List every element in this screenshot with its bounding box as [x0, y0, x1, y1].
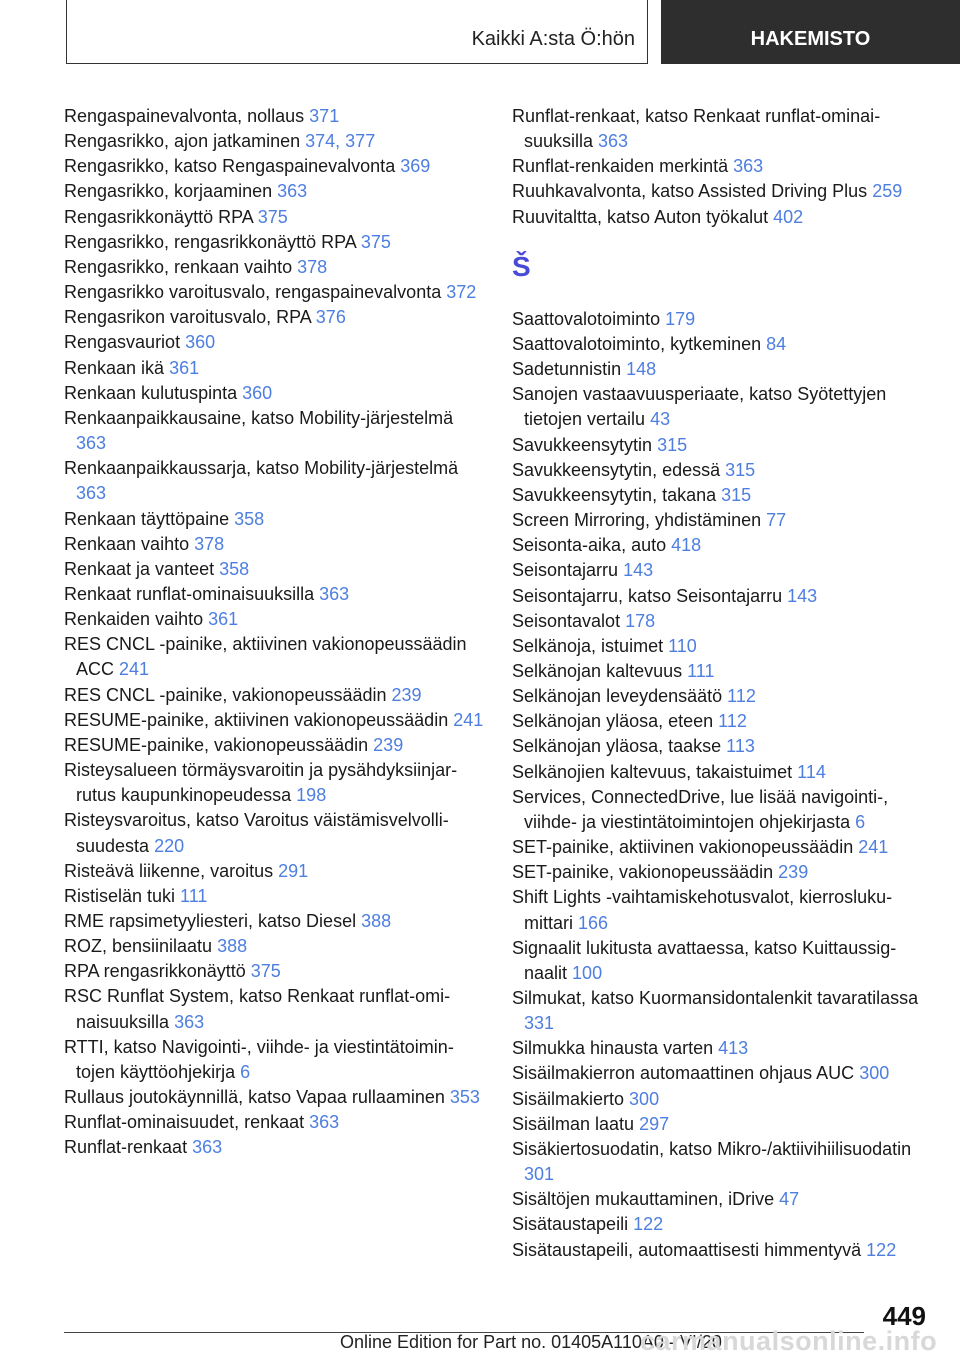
- entry-text: Selkänoja, istuimet: [512, 635, 669, 656]
- page-link[interactable]: 353: [449, 1087, 480, 1108]
- index-entry: [64, 1135, 484, 1160]
- page-link[interactable]: 143: [623, 560, 654, 581]
- entry-text: Rengasvauriot: [64, 332, 186, 353]
- page-link[interactable]: 388: [217, 936, 248, 957]
- page-link[interactable]: 112: [727, 686, 756, 707]
- index-entry: [64, 280, 484, 305]
- index-entry: [512, 1036, 932, 1061]
- index-entry: [512, 205, 932, 230]
- index-entry: [64, 456, 484, 506]
- index-entry: [512, 154, 932, 179]
- page-link[interactable]: 239: [778, 862, 809, 883]
- page-link[interactable]: 413: [718, 1038, 749, 1059]
- index-entry: [512, 936, 932, 986]
- index-entry: [64, 758, 484, 808]
- page-link[interactable]: 402: [773, 206, 804, 227]
- section-letter: Š: [512, 250, 531, 282]
- entry-text: SET-painike, vakionopeussäädin: [512, 862, 779, 883]
- index-entry: [512, 357, 932, 382]
- entry-text: Ruuhkavalvonta, katso Assisted Driving Plus: [512, 181, 873, 202]
- page-link[interactable]: 114: [797, 761, 826, 782]
- index-entry: [64, 205, 484, 230]
- index-entry: [512, 860, 932, 885]
- index-entry: [64, 356, 484, 381]
- page-link[interactable]: 363: [192, 1137, 223, 1158]
- page-link[interactable]: 6: [240, 1061, 251, 1082]
- index-entry: [512, 1238, 932, 1263]
- page-link[interactable]: 301: [524, 1164, 555, 1185]
- entry-text: Seisonta-aika, auto: [512, 535, 672, 556]
- page-link[interactable]: 112: [718, 711, 747, 732]
- entry-text: Rengasrikkonäyttö RPA: [64, 206, 258, 227]
- page-link[interactable]: 331: [524, 1013, 555, 1034]
- index-entry: [512, 785, 932, 835]
- page-link[interactable]: 315: [725, 459, 756, 480]
- page-link[interactable]: 77: [766, 510, 787, 531]
- entry-text: Renkaan kulutuspinta: [64, 382, 243, 403]
- entry-text: Silmukka hinausta varten: [512, 1038, 719, 1059]
- entry-text: ROZ, bensiinilaatu: [64, 936, 218, 957]
- page-link[interactable]: 375: [250, 961, 281, 982]
- entry-text: Sisäilmakierto: [512, 1088, 630, 1109]
- page-link[interactable]: 363: [319, 583, 350, 604]
- page-link[interactable]: 378: [297, 256, 328, 277]
- index-entry: [64, 532, 484, 557]
- entry-text: Risteävä liikenne, varoitus: [64, 860, 279, 881]
- page-link[interactable]: 122: [866, 1239, 897, 1260]
- index-entry: [64, 959, 484, 984]
- index-entry: [64, 330, 484, 355]
- entry-text: Renkaan täyttöpaine: [64, 508, 235, 529]
- entry-text: Savukkeensytytin, takana: [512, 484, 722, 505]
- entry-text: Screen Mirroring, yhdistäminen: [512, 510, 767, 531]
- entry-text: Rengasrikko, rengasrikkonäyttö RPA: [64, 231, 361, 252]
- index-entry: [512, 1137, 932, 1187]
- entry-text: RSC Runflat System, katso Renkaat runflat-ominaisuuksilla: [64, 986, 451, 1032]
- entry-text: Runflat-ominaisuudet, renkaat: [64, 1112, 310, 1133]
- section-title: Kaikki A:sta Ö:hön: [471, 28, 635, 50]
- index-entry: [64, 255, 484, 280]
- page-link[interactable]: 122: [633, 1214, 664, 1235]
- page-link[interactable]: 361: [169, 357, 200, 378]
- index-column-left: [64, 104, 484, 1161]
- entry-text: Risteysalueen törmäysvaroitin ja pysähdyksiinjarrutus kaupunkinopeudessa: [64, 760, 458, 806]
- page-link[interactable]: 148: [626, 359, 657, 380]
- entry-text: Rengasrikko, katso Rengaspainevalvonta: [64, 156, 401, 177]
- index-entry: [512, 584, 932, 609]
- entry-text: Rengasrikon varoitusvalo, RPA: [64, 307, 316, 328]
- index-entry: [512, 734, 932, 759]
- page-link[interactable]: 361: [208, 609, 239, 630]
- entry-text: Saattovalotoiminto: [512, 308, 666, 329]
- page-link[interactable]: 110: [668, 635, 697, 656]
- entry-text: Renkaiden vaihto: [64, 609, 209, 630]
- entry-text: Seisontajarru, katso Seisontajarru: [512, 585, 788, 606]
- entry-text: Rullaus joutokäynnillä, katso Vapaa rullaaminen: [64, 1087, 450, 1108]
- index-entry: [512, 558, 932, 583]
- index-entry: [512, 533, 932, 558]
- entry-text: Rengasrikko, renkaan vaihto: [64, 256, 298, 277]
- entry-text: RTTI, katso Navigointi-, viihde- ja viestintätoimintojen käyttöohjekirja: [64, 1036, 454, 1082]
- index-entry: [512, 986, 932, 1036]
- page-link[interactable]: 388: [361, 911, 392, 931]
- page-link[interactable]: 47: [779, 1189, 800, 1210]
- page-link[interactable]: 239: [373, 734, 404, 755]
- page-link[interactable]: 220: [154, 835, 185, 856]
- entry-text: Renkaanpaikkaussarja, katso Mobility-järjestelmä: [64, 458, 459, 479]
- page-link[interactable]: 241: [453, 709, 484, 730]
- index-entry: [64, 607, 484, 632]
- page-link[interactable]: 297: [639, 1113, 670, 1134]
- index-entry: [64, 381, 484, 406]
- page-link[interactable]: 363: [76, 433, 107, 454]
- entry-text: RME rapsimetyyliesteri, katso Diesel: [64, 911, 362, 931]
- index-entry: [64, 1085, 484, 1110]
- page-link[interactable]: 241: [858, 837, 889, 858]
- entry-text: Renkaat ja vanteet: [64, 558, 220, 579]
- index-entry: [512, 609, 932, 634]
- page-link[interactable]: 43: [650, 409, 671, 430]
- page-link[interactable]: 259: [872, 181, 903, 202]
- index-entry: [512, 508, 932, 533]
- index-entry: [64, 632, 484, 682]
- index-entry: [64, 1110, 484, 1135]
- entry-text: Selkänojien kaltevuus, takaistuimet: [512, 761, 798, 782]
- entry-text: Sisäilman laatu: [512, 1113, 640, 1134]
- page-link[interactable]: 239: [391, 684, 422, 705]
- page-link[interactable]: 376: [315, 307, 346, 328]
- page-link[interactable]: 378: [194, 533, 225, 554]
- entry-text: Rengasrikko, ajon jatkaminen: [64, 131, 306, 152]
- page-link[interactable]: 166: [578, 912, 609, 933]
- index-entry: [64, 230, 484, 255]
- entry-text: Saattovalotoiminto, kytkeminen: [512, 333, 767, 354]
- index-entry: [64, 154, 484, 179]
- page-link[interactable]: 315: [657, 434, 688, 455]
- page-link[interactable]: 372: [446, 282, 477, 303]
- index-entry: [64, 557, 484, 582]
- entry-text: Shift Lights -vaihtamiskehotusvalot, kierroslukumittari: [512, 887, 893, 933]
- index-entry: [64, 909, 484, 934]
- entry-text: Rengasrikko, korjaaminen: [64, 181, 278, 202]
- index-tab[interactable]: HAKEMISTO: [661, 0, 960, 64]
- entry-text: Rengasrikko varoitusvalo, rengaspainevalvonta: [64, 282, 447, 303]
- entry-text: Sisäilmakierron automaattinen ohjaus AUC: [512, 1063, 860, 1084]
- page-link[interactable]: 300: [859, 1063, 890, 1084]
- entry-text: Seisontavalot: [512, 610, 626, 631]
- entry-text: RESUME-painike, vakionopeussäädin: [64, 734, 374, 755]
- entry-text: Sisältöjen mukauttaminen, iDrive: [512, 1189, 780, 1210]
- page-link[interactable]: 358: [219, 558, 250, 579]
- index-entry: [64, 305, 484, 330]
- index-entry: [512, 659, 932, 684]
- page-link[interactable]: 358: [234, 508, 265, 529]
- entry-text: RESUME-painike, aktiivinen vakionopeussäädin: [64, 709, 454, 730]
- index-entry: [64, 1035, 484, 1085]
- entry-text: Runflat-renkaiden merkintä: [512, 156, 734, 177]
- page-link[interactable]: 363: [598, 131, 629, 152]
- index-entry: [512, 458, 932, 483]
- page-link[interactable]: 100: [572, 962, 603, 983]
- entry-text: Sanojen vastaavuusperiaate, katso Syötettyjen tietojen vertailu: [512, 384, 887, 430]
- page-link[interactable]: 198: [296, 785, 327, 806]
- page-link[interactable]: 179: [665, 308, 696, 329]
- page-link[interactable]: 111: [687, 660, 715, 681]
- entry-text: RPA rengasrikkonäyttö: [64, 961, 251, 982]
- index-entry: [512, 332, 932, 357]
- index-entry: [64, 708, 484, 733]
- entry-text: Selkänojan yläosa, taakse: [512, 736, 727, 757]
- index-entry: [512, 709, 932, 734]
- page-link[interactable]: 6: [855, 811, 866, 832]
- entry-text: RES CNCL -painike, aktiivinen vakionopeussäädin ACC: [64, 634, 467, 680]
- page-link[interactable]: 369: [400, 156, 431, 177]
- entry-text: Renkaanpaikkausaine, katso Mobility-järjestelmä: [64, 407, 454, 428]
- entry-text: Silmukat, katso Kuormansidontalenkit tavaratilassa: [512, 988, 919, 1008]
- entry-text: Runflat-renkaat: [64, 1137, 193, 1158]
- page-link[interactable]: 300: [629, 1088, 660, 1109]
- page-link[interactable]: 375: [360, 231, 391, 252]
- index-entry: [512, 634, 932, 659]
- index-entry: [512, 307, 932, 332]
- entry-text: Renkaat runflat-ominaisuuksilla: [64, 583, 320, 604]
- page-link[interactable]: 360: [242, 382, 273, 403]
- page-link[interactable]: 360: [185, 332, 216, 353]
- page-link[interactable]: 84: [766, 333, 787, 354]
- page-number: 449: [882, 1301, 926, 1331]
- page-link[interactable]: 291: [278, 860, 309, 881]
- entry-text: Selkänojan yläosa, eteen: [512, 711, 719, 732]
- page-link[interactable]: 371: [309, 106, 340, 126]
- entry-text: Renkaan vaihto: [64, 533, 195, 554]
- index-entry: [512, 104, 932, 154]
- index-entry: [512, 1087, 932, 1112]
- index-entry: [64, 733, 484, 758]
- index-entry: [512, 760, 932, 785]
- index-entry: [64, 507, 484, 532]
- index-entry: [512, 1212, 932, 1237]
- entry-text: Signaalit lukitusta avattaessa, katso Kuittaussignaalit: [512, 937, 897, 983]
- entry-text: Ristiselän tuki: [64, 885, 181, 906]
- index-column-right: [512, 104, 932, 1263]
- index-entry: [64, 406, 484, 456]
- page-link[interactable]: 418: [671, 535, 702, 556]
- entry-text: Risteysvaroitus, katso Varoitus väistämisvelvollisuudesta: [64, 810, 449, 856]
- entry-text: Selkänojan kaltevuus: [512, 660, 688, 681]
- entry-text: Seisontajarru: [512, 560, 624, 581]
- index-entry: [64, 808, 484, 858]
- index-entry: [512, 1061, 932, 1086]
- entry-text: Rengaspainevalvonta, nollaus: [64, 106, 310, 126]
- index-entry: [64, 934, 484, 959]
- entry-text: Selkänojan leveydensäätö: [512, 686, 728, 707]
- page-link[interactable]: 143: [787, 585, 818, 606]
- watermark: carmanualsonline.info: [640, 1326, 938, 1356]
- index-entry: [64, 683, 484, 708]
- page-link[interactable]: 363: [174, 1011, 205, 1032]
- page-link[interactable]: 363: [733, 156, 764, 177]
- index-entry: [64, 984, 484, 1034]
- index-entry: [64, 582, 484, 607]
- index-entry: [512, 179, 932, 204]
- entry-text: Runflat-renkaat, katso Renkaat runflat-ominaisuuksilla: [512, 106, 881, 152]
- index-entry: [64, 179, 484, 204]
- index-entry: [512, 483, 932, 508]
- page-link[interactable]: 363: [309, 1112, 340, 1133]
- entry-text: Savukkeensytytin: [512, 434, 658, 455]
- page-link[interactable]: 363: [277, 181, 308, 202]
- index-entry: [512, 684, 932, 709]
- entry-text: Sisätaustapeili: [512, 1214, 634, 1235]
- index-entry: [512, 885, 932, 935]
- entry-text: Sadetunnistin: [512, 359, 627, 380]
- entry-text: Ruuvitaltta, katso Auton työkalut: [512, 206, 774, 227]
- page-link[interactable]: 375: [257, 206, 288, 227]
- page-link[interactable]: 113: [726, 736, 755, 757]
- index-entry: [512, 433, 932, 458]
- page-link[interactable]: 363: [76, 483, 107, 504]
- entry-text: Services, ConnectedDrive, lue lisää navigointi-, viihde- ja viestintätoimintojen ohjekirjasta: [512, 786, 889, 832]
- page-link[interactable]: 241: [119, 659, 150, 680]
- index-entry: [512, 1187, 932, 1212]
- page-link[interactable]: 178: [625, 610, 656, 631]
- entry-text: RES CNCL -painike, vakionopeussäädin: [64, 684, 392, 705]
- index-entry: [512, 835, 932, 860]
- page-link[interactable]: 111: [180, 885, 208, 906]
- page-link[interactable]: 374, 377: [305, 131, 376, 152]
- index-entry: [64, 129, 484, 154]
- entry-text: SET-painike, aktiivinen vakionopeussäädin: [512, 837, 859, 858]
- entry-text: Sisätaustapeili, automaattisesti himmentyvä: [512, 1239, 867, 1260]
- entry-text: Savukkeensytytin, edessä: [512, 459, 726, 480]
- entry-text: Sisäkiertosuodatin, katso Mikro-/aktiivihiilisuodatin: [512, 1138, 912, 1159]
- page-link[interactable]: 315: [721, 484, 752, 505]
- edition-text: Online Edition for Part no. 01405A110A0 - VI/20: [340, 1332, 722, 1352]
- entry-text: Renkaan ikä: [64, 357, 170, 378]
- index-entry: [64, 104, 484, 129]
- index-entry: [512, 1112, 932, 1137]
- index-entry: [64, 859, 484, 884]
- index-entry: [512, 382, 932, 432]
- index-entry: [64, 884, 484, 909]
